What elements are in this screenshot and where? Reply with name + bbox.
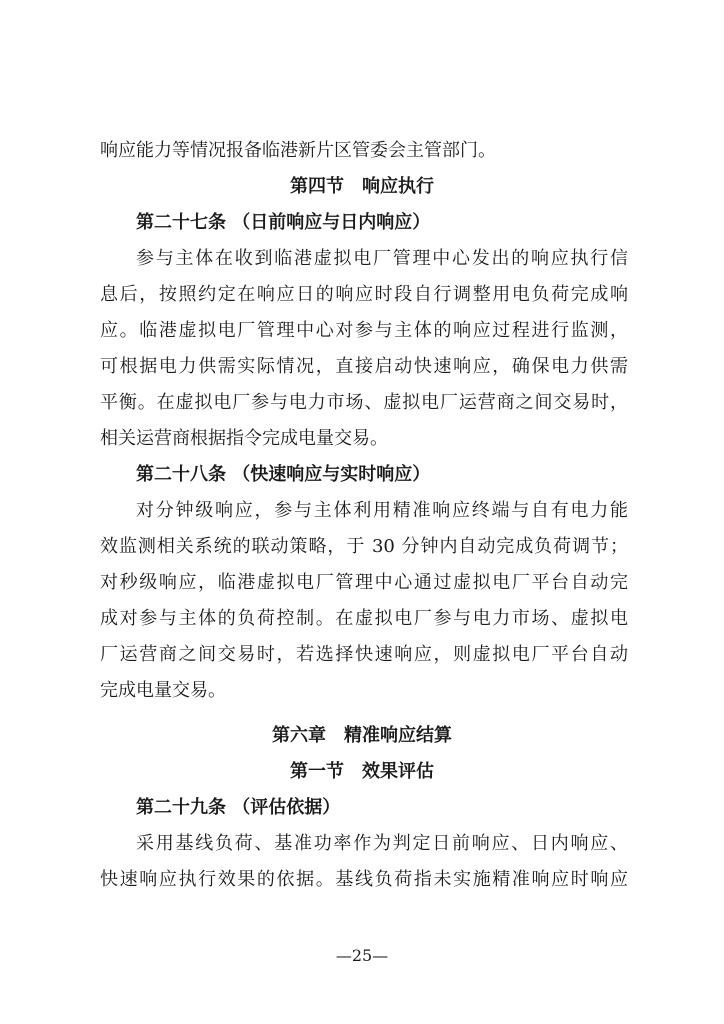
section-heading: 第一节 效果评估: [290, 761, 434, 782]
article-29-paragraph-line: 采用基线负荷、基准功率作为判定日前响应、日内响应、: [136, 833, 628, 854]
page-number: —25—: [335, 946, 389, 965]
article-28-paragraph-line: 对分钟级响应，参与主体利用精准响应终端与自有电力能: [136, 500, 628, 521]
paragraph-continuation-line: 响应能力等情况报备临港新片区管委会主管部门。: [100, 140, 496, 161]
article-27-paragraph-line: 息后，按照约定在响应日的响应时段自行调整用电负荷完成响: [100, 284, 628, 305]
article-27-heading: 第二十七条 （日前响应与日内响应）: [136, 212, 431, 233]
article-28-paragraph-line: 厂运营商之间交易时，若选择快速响应，则虚拟电厂平台自动: [100, 644, 628, 665]
article-27-paragraph-line: 参与主体在收到临港虚拟电厂管理中心发出的响应执行信: [136, 248, 628, 269]
chapter-heading: 第六章 精准响应结算: [272, 725, 452, 746]
article-27-paragraph-line: 应。临港虚拟电厂管理中心对参与主体的响应过程进行监测，: [100, 320, 628, 341]
article-27-paragraph-line: 相关运营商根据指令完成电量交易。: [100, 428, 388, 449]
article-27-paragraph-line: 可根据电力供需实际情况，直接启动快速响应，确保电力供需: [100, 356, 628, 377]
article-28-heading: 第二十八条 （快速响应与实时响应）: [136, 464, 431, 485]
article-28-paragraph-line: 对秒级响应，临港虚拟电厂管理中心通过虚拟电厂平台自动完: [100, 572, 628, 593]
article-29-heading: 第二十九条 （评估依据）: [136, 797, 341, 818]
article-27-paragraph-line: 平衡。在虚拟电厂参与电力市场、虚拟电厂运营商之间交易时，: [100, 392, 628, 413]
article-29-paragraph-line: 快速响应执行效果的依据。基线负荷指未实施精准响应时响应: [100, 869, 628, 890]
article-28-paragraph-line: 完成电量交易。: [100, 680, 226, 701]
article-28-paragraph-line: 效监测相关系统的联动策略，于 30 分钟内自动完成负荷调节；: [100, 536, 628, 557]
article-28-paragraph-line: 成对参与主体的负荷控制。在虚拟电厂参与电力市场、虚拟电: [100, 608, 628, 629]
section-heading: 第四节 响应执行: [290, 176, 434, 197]
